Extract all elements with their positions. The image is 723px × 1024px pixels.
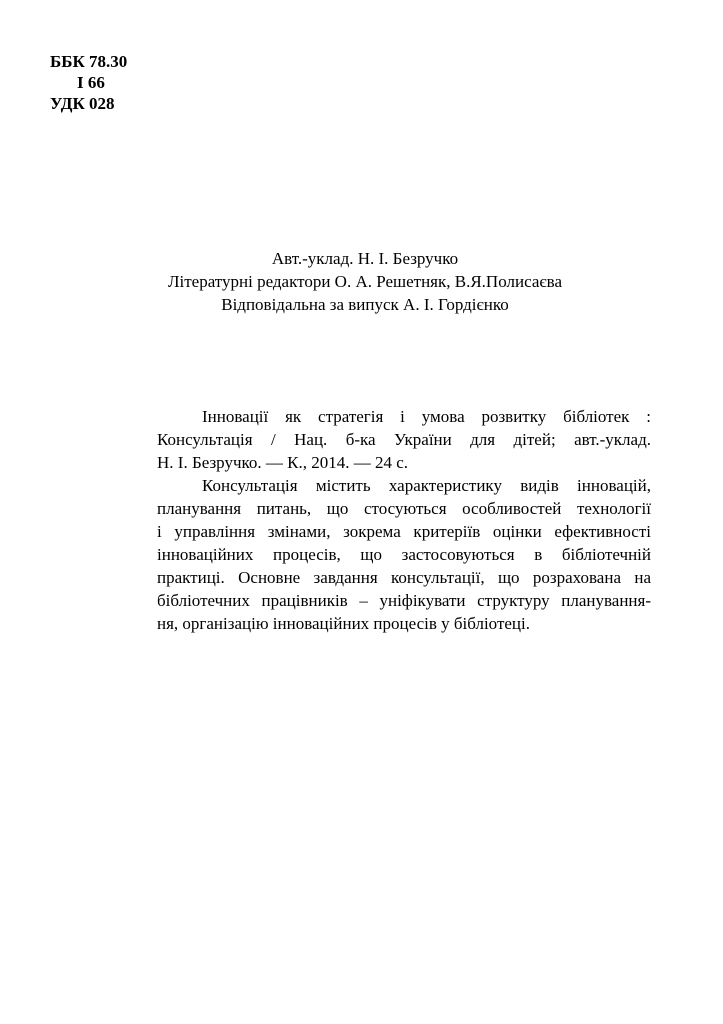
editors-credit: Літературні редактори О. А. Решетняк, В.Я.Полисаєва — [167, 272, 563, 291]
bbk-code: ББК 78.30 — [50, 52, 128, 71]
description-line: планування питань, що стосуються особливостей технології — [157, 499, 651, 518]
abstract-block — [157, 405, 651, 635]
description-paragraph — [157, 474, 651, 635]
description-line: і управління змінами, зокрема критеріїв оцінки ефективності — [157, 522, 651, 541]
credits-block — [100, 247, 630, 316]
responsible-credit: Відповідальна за випуск А. І. Гордієнко — [221, 295, 509, 314]
citation-line: Н. І. Безручко. — К., 2014. — 24 с. — [157, 453, 409, 472]
classification-block — [50, 51, 140, 114]
citation-line: Консультація / Нац. б-ка України для дітей; авт.-уклад. — [157, 430, 651, 449]
citation-paragraph — [157, 405, 651, 474]
description-line: інноваційних процесів, що застосовуються в бібліотечній — [157, 545, 651, 564]
udk-code: УДК 028 — [50, 94, 115, 113]
description-line: ня, організацію інноваційних процесів у бібліотеці. — [157, 614, 531, 633]
description-line: практиці. Основне завдання консультації, що розрахована на — [157, 568, 651, 587]
description-line: бібліотечних працівників – уніфікувати структуру планування- — [157, 591, 651, 610]
author-index: І 66 — [77, 73, 105, 92]
description-line: Консультація містить характеристику видів інновацій, — [202, 476, 651, 495]
compiler-credit: Авт.-уклад. Н. І. Безручко — [271, 249, 459, 268]
citation-line: Інновації як стратегія і умова розвитку бібліотек : — [202, 407, 651, 426]
